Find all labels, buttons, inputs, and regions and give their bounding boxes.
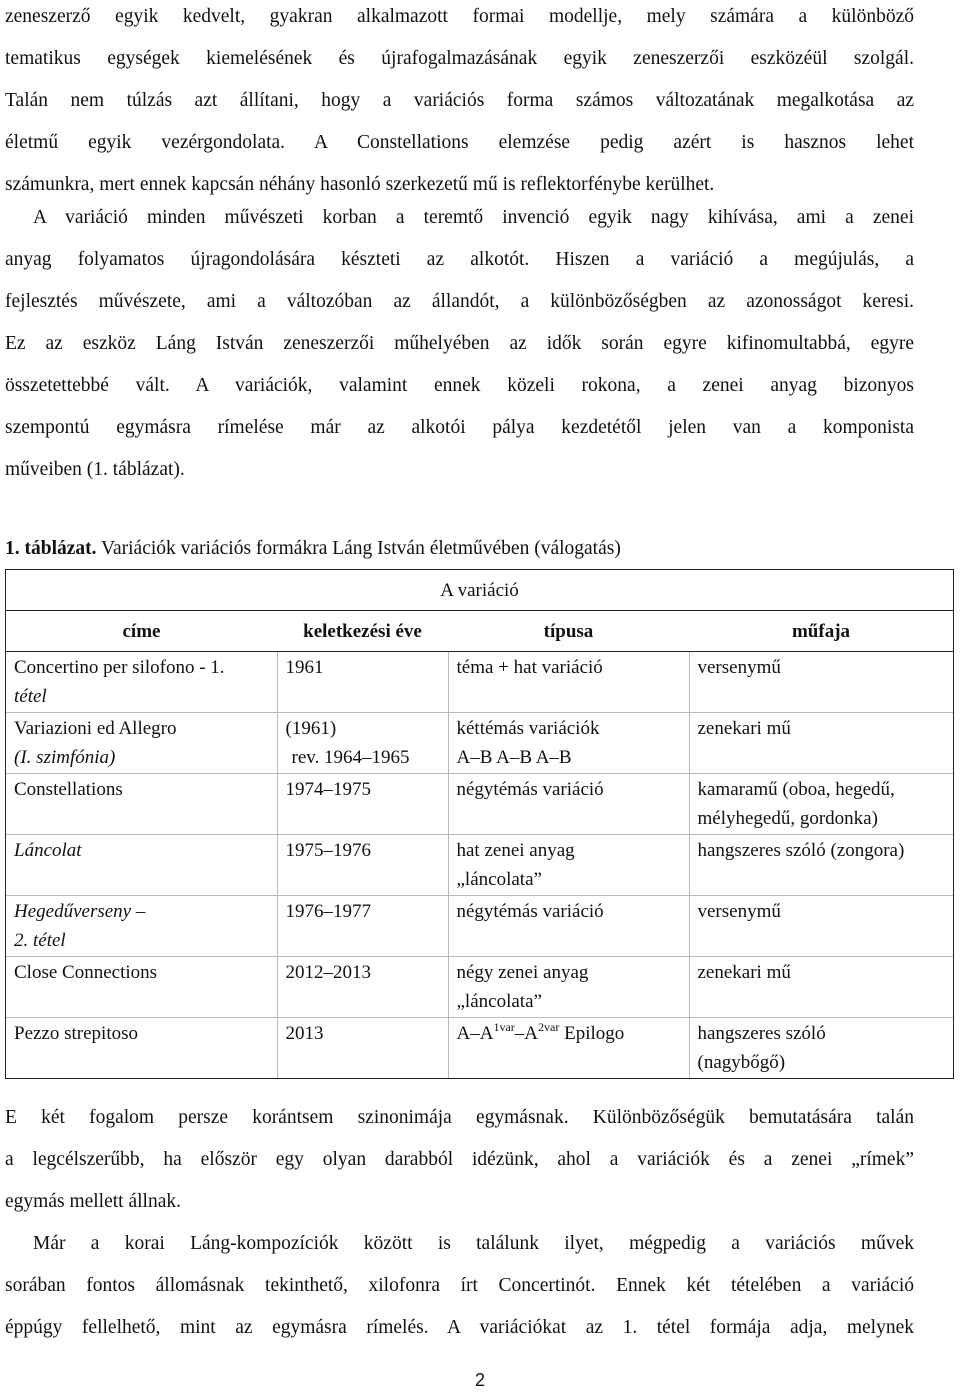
variations-table (5, 569, 954, 1079)
cell-title: Concertino per silofono - 1. tétel (6, 652, 278, 713)
cell-year: (1961) rev. 1964–1965 (277, 713, 448, 774)
cell-title: Variazioni ed Allegro (I. szimfónia) (6, 713, 278, 774)
paragraph-line: Már a korai Láng-kompozíciók között is találunk ilyet, mégpedig a variációs művek (33, 1233, 914, 1254)
cell-genre: hangszeres szóló (zongora) (689, 835, 954, 896)
second-paragraph (5, 197, 914, 491)
table-row (6, 896, 954, 957)
table-group-header: A variáció (6, 570, 954, 611)
cell-year: 1975–1976 (277, 835, 448, 896)
cell-year: 2013 (277, 1018, 448, 1079)
top-paragraph (5, 0, 914, 206)
cell-type: négytémás variáció (448, 896, 689, 957)
cell-type: hat zenei anyag „láncolata” (448, 835, 689, 896)
paragraph-line: anyag folyamatos újragondolására készteti az alkotót. Hiszen a variáció a megújulás, a (5, 249, 914, 270)
paragraph-line: A variáció minden művészeti korban a teremtő invenció egyik nagy kihívása, ami a zenei (33, 207, 914, 228)
cell-year: 1961 (277, 652, 448, 713)
column-header-type: típusa (448, 611, 689, 652)
paragraph-line: fejlesztés művészete, ami a változóban az állandót, a különbözőségben az azonosságot keresi. (5, 291, 914, 312)
paragraph-line: a legcélszerűbb, ha először egy olyan darabból idézünk, ahol a variációk és a zenei „rímek” (5, 1149, 914, 1170)
paragraph-line: Ez az eszköz Láng István zeneszerzői műhelyében az idők során egyre kifinomultabbá, egyre (5, 333, 914, 354)
table-row (6, 835, 954, 896)
cell-type: négytémás variáció (448, 774, 689, 835)
cell-title: Hegedűverseny – 2. tétel (6, 896, 278, 957)
cell-genre: hangszeres szóló (nagybőgő) (689, 1018, 954, 1079)
table-row (6, 957, 954, 1018)
cell-type: téma + hat variáció (448, 652, 689, 713)
cell-type: $A-A^{1var}-A^{2var}$ Epilogo (448, 1018, 689, 1079)
cell-genre: kamaramű (oboa, hegedű, mélyhegedű, gordonka) (689, 774, 954, 835)
column-header-genre: műfaja (689, 611, 954, 652)
table-row (6, 652, 954, 713)
column-header-title: címe (6, 611, 278, 652)
table-row (6, 713, 954, 774)
table-caption (5, 533, 621, 565)
cell-title: Constellations (6, 774, 278, 835)
cell-title: Close Connections (6, 957, 278, 1018)
table-row (6, 1018, 954, 1079)
paragraph-line: éppúgy fellelhető, mint az egymásra rímelés. A variációkat az 1. tétel formája adja, melynek (5, 1317, 914, 1338)
cell-year: 1976–1977 (277, 896, 448, 957)
paragraph-line: Talán nem túlzás azt állítani, hogy a variációs forma számos változatának megalkotása az (5, 90, 914, 111)
column-header-year: keletkezési éve (277, 611, 448, 652)
paragraph-line: számunkra, mert ennek kapcsán néhány hasonló szerkezetű mű is reflektorfénybe kerülhet. (5, 174, 715, 195)
table-caption-label: 1. táblázat. (5, 538, 97, 559)
cell-genre: zenekari mű (689, 713, 954, 774)
paragraph-line: sorában fontos állomásnak tekinthető, xilofonra írt Concertinót. Ennek két tételében a variáció (5, 1275, 914, 1296)
table-caption-text: Variációk variációs formákra Láng István életművében (válogatás) (96, 538, 621, 559)
cell-genre: zenekari mű (689, 957, 954, 1018)
third-paragraph (5, 1097, 914, 1223)
paragraph-line: E két fogalom persze korántsem szinonimája egymásnak. Különbözőségük bemutatására talán (5, 1107, 914, 1128)
cell-genre: versenymű (689, 896, 954, 957)
paragraph-line: életmű egyik vezérgondolata. A Constellations elemzése pedig azért is hasznos lehet (5, 132, 914, 153)
cell-type: kéttémás variációk A–B A–B A–B (448, 713, 689, 774)
page-number: 2 (474, 1370, 485, 1390)
cell-genre: versenymű (689, 652, 954, 713)
table-row (6, 774, 954, 835)
cell-title: Láncolat (6, 835, 278, 896)
paragraph-line: összetettebbé vált. A variációk, valamint ennek közeli rokona, a zenei anyag bizonyos (5, 375, 914, 396)
paragraph-line: egymás mellett állnak. (5, 1191, 181, 1212)
cell-year: 1974–1975 (277, 774, 448, 835)
cell-type: négy zenei anyag „láncolata” (448, 957, 689, 1018)
paragraph-line: zeneszerző egyik kedvelt, gyakran alkalmazott formai modellje, mely számára a különböző (5, 6, 914, 27)
fourth-paragraph (5, 1223, 914, 1349)
cell-year: 2012–2013 (277, 957, 448, 1018)
cell-title: Pezzo strepitoso (6, 1018, 278, 1079)
paragraph-line: szempontú egymásra rímelése már az alkotói pálya kezdetétől jelen van a komponista (5, 417, 914, 438)
paragraph-line: tematikus egységek kiemelésének és újrafogalmazásának egyik zeneszerzői eszközéül szolgál. (5, 48, 914, 69)
paragraph-line: műveiben (1. táblázat). (5, 459, 185, 480)
